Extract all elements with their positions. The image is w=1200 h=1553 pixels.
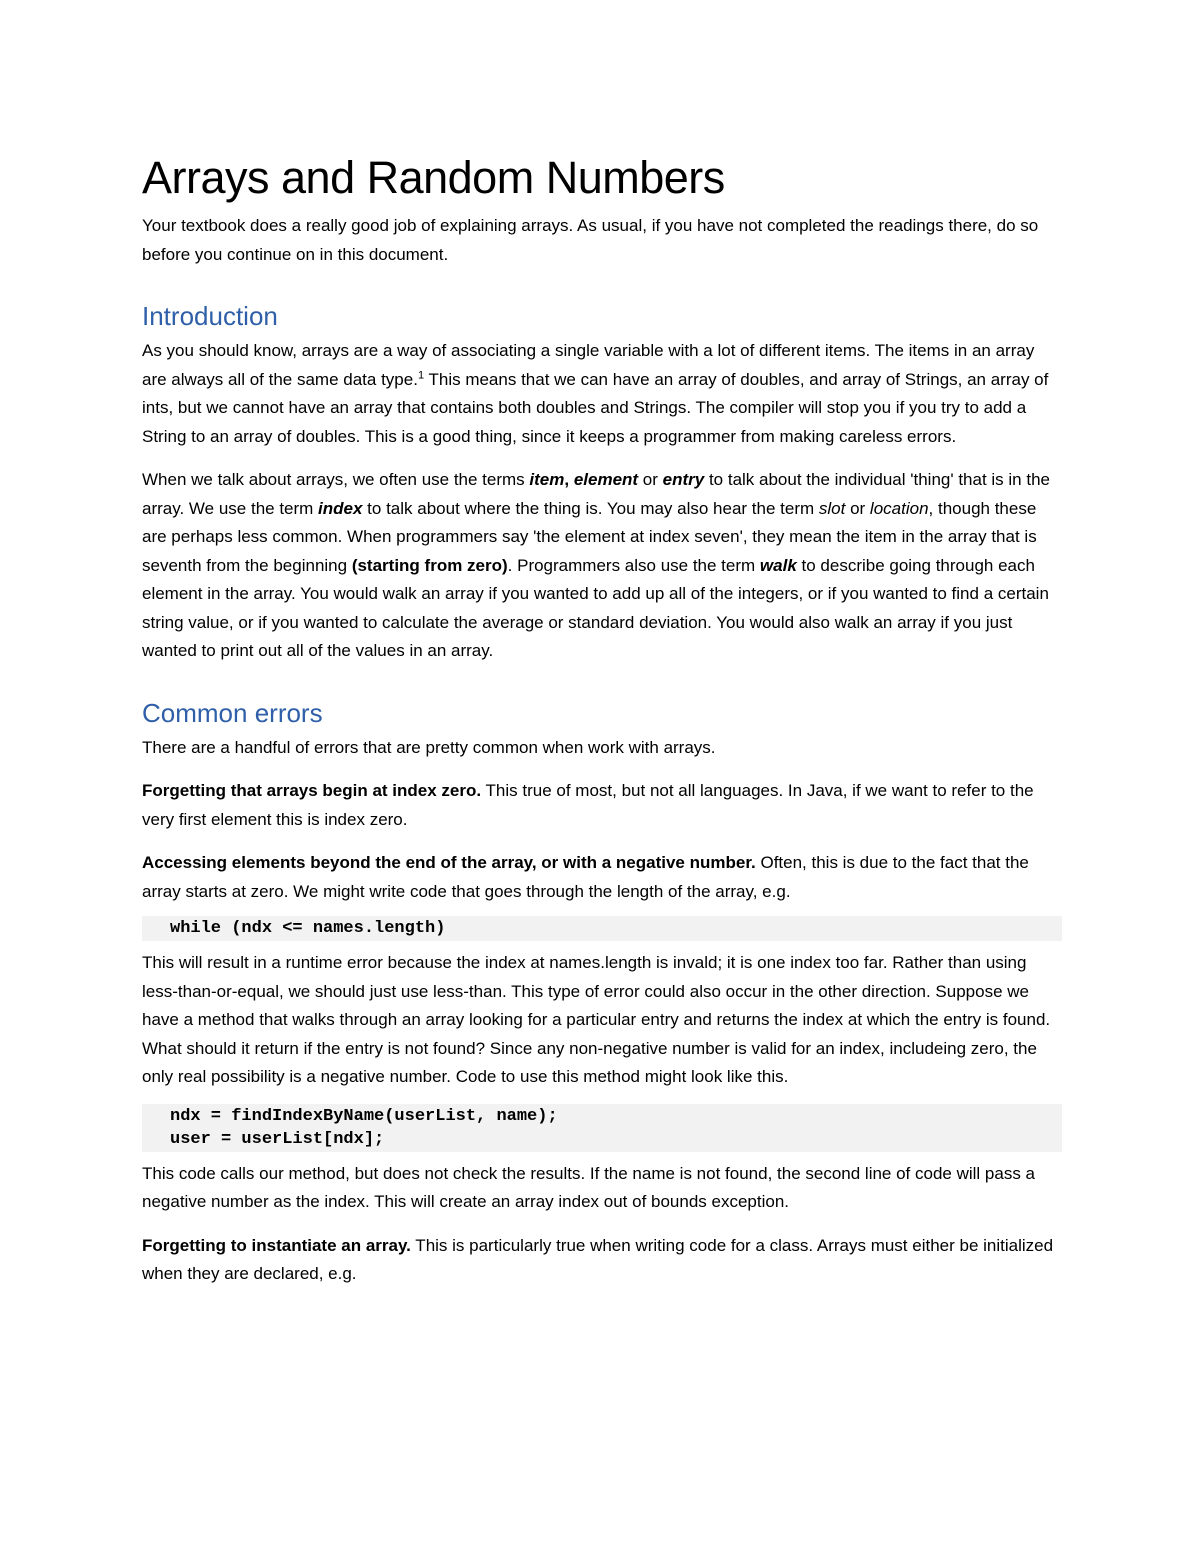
text-run: As you should know, arrays are a way of associating a single variable with a lot of different items. The items in an array are always all of the same data type. [142,341,1035,389]
error-text: This is particularly true when writing code for a class. Arrays must either be initialized when they are declared, e.g. [142,1235,1054,1283]
term-item: item [529,470,565,489]
text-run: When we talk about arrays, we often use the terms [142,470,530,489]
common-errors-paragraph-3: This will result in a runtime error because the index at names.length is invald; it is one index too far. Rather than using less-than-or-equal, we should just use less-than. This type of error could also occur in the other direction. Suppose we have a method that walks through an array looking for a particular entry and returns the index at which the entry is found. What should it return if the entry is not found? Since any non-negative number is valid for an index, includeing zero, the only real possibility is a negative number. Code to use this method might look like this. [142,953,1051,1086]
term-walk: walk [759,555,797,575]
error-item-3 [142,1232,1062,1289]
error-title: Accessing elements beyond the end of the array, or with a negative number. [142,853,756,872]
term-location: location [869,498,929,518]
text-run: or [638,470,663,489]
introduction-paragraph-2 [142,466,1062,666]
text-run: or [845,498,870,518]
error-title: Forgetting to instantiate an array. [142,1235,411,1255]
intro-paragraph: Your textbook does a really good job of explaining arrays. As usual, if you have not completed the readings there, do so before you continue on in this document. [142,216,1039,264]
text-run: to describe going through each element in the array. You would walk an array if you wanted to add up all of the integers, or if you wanted to find a certain string value, or if you wanted to calculate the average or standard deviation. You would also walk an array if you just wanted to print out all of the values in an array. [142,555,1049,660]
code-block-2: ndx = findIndexByName(userList, name); user = userList[ndx]; [142,1104,1062,1152]
common-errors-heading: Common errors [142,697,323,728]
text-run: to talk about the individual 'thing' that is in the array. We use the term [142,470,1050,518]
term-starting-from-zero: (starting from zero) [351,555,508,575]
common-errors-paragraph-1: There are a handful of errors that are pretty common when work with arrays. [142,737,716,757]
document-title: Arrays and Random Numbers [142,152,725,203]
introduction-heading: Introduction [142,301,278,331]
introduction-paragraph-1 [142,337,1062,451]
error-title: Forgetting that arrays begin at index zero. [142,781,482,800]
term-index: index [318,498,363,518]
term-element: element [573,470,639,489]
text-run: to talk about where the thing is. You may also hear the term [362,498,819,518]
term-entry: entry [662,470,705,489]
footnote-marker[interactable]: 1 [417,368,425,381]
text-run: , [564,470,574,489]
document-page [142,150,1062,1304]
error-text: Often, this is due to the fact that the array starts at zero. We might write code that goes through the length of the array, e.g. [142,853,1029,901]
common-errors-paragraph-4: This code calls our method, but does not check the results. If the name is not found, the second line of code will pass a negative number as the index. This will create an array index out of bounds exception. [142,1163,1036,1211]
error-text: This true of most, but not all languages. In Java, if we want to refer to the very first element this is index zero. [142,781,1034,829]
text-run: , though these are perhaps less common. When programmers say 'the element at index seven', they mean the item in the array that is seventh from the beginning [142,498,1037,575]
text-run: . Programmers also use the term [507,555,760,575]
error-item-1 [142,777,1062,834]
text-run: This means that we can have an array of doubles, and array of Strings, an array of ints, but we cannot have an array that contains both doubles and Strings. The compiler will stop you if you try to add a String to an array of doubles. This is a good thing, since it keeps a programmer from making careless errors. [142,369,1049,446]
term-slot: slot [818,498,846,518]
code-block-1: while (ndx <= names.length) [142,916,1062,941]
error-item-2 [142,849,1062,906]
